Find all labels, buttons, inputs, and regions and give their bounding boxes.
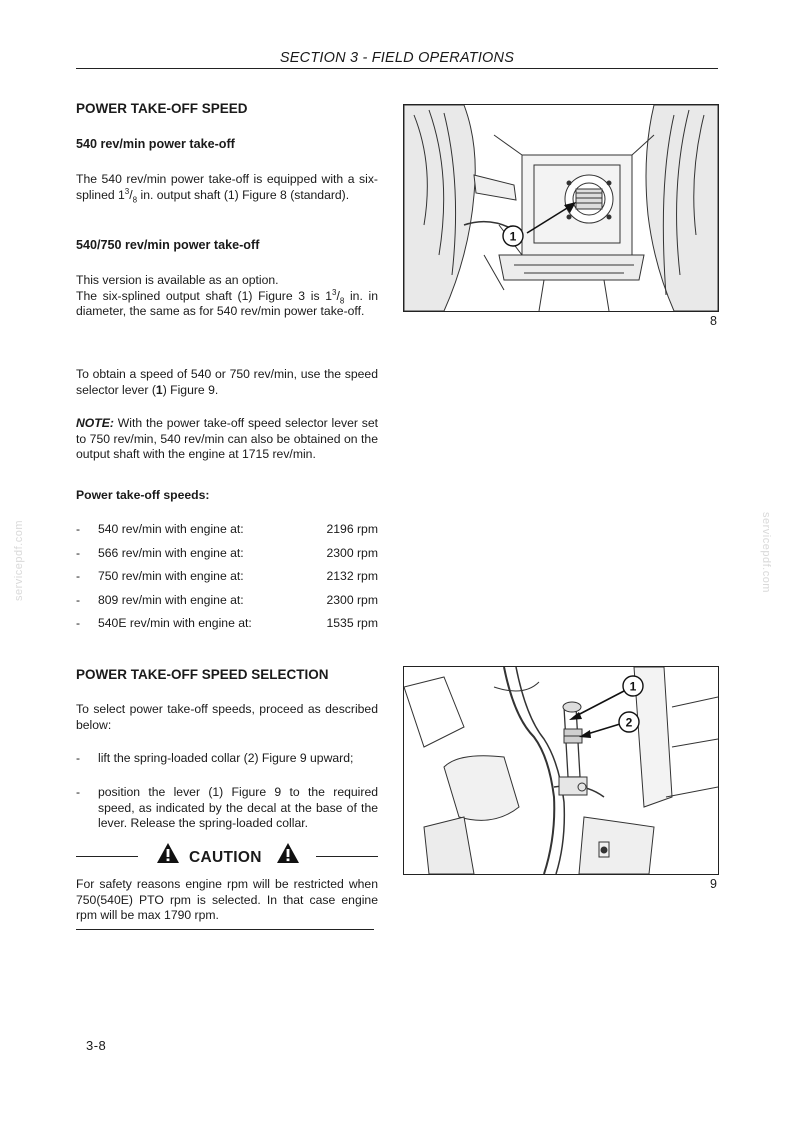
speed-selector-drawing [404, 667, 718, 874]
note-paragraph: NOTE: With the power take-off speed selector lever set to 750 rev/min, 540 rev/min can also be obtained on the output shaft with the engine at 1715 rev/min. [76, 416, 378, 461]
selection-step-2: - position the lever (1) Figure 9 to the required speed, as indicated by the decal at the base of the lever. Release the spring-loaded collar. [76, 785, 378, 830]
figure-8-number: 8 [710, 314, 717, 328]
watermark-left: servicepdf.com [13, 520, 25, 601]
caution-banner [76, 842, 378, 872]
section-header: SECTION 3 - FIELD OPERATIONS [279, 50, 515, 66]
warning-icon [276, 842, 300, 864]
obtain-speed-paragraph: To obtain a speed of 540 or 750 rev/min, use the speed selector lever (1) Figure 9. [76, 367, 378, 397]
caution-title: CAUTION [189, 849, 262, 866]
figure-9-number: 9 [710, 877, 717, 891]
figure-9-callout-2: 2 [625, 715, 633, 730]
figure-9-speed-selector-illustration [403, 666, 719, 875]
speeds-list [76, 522, 378, 640]
figure-9-callout-1: 1 [629, 679, 637, 694]
note-label: NOTE: [76, 416, 114, 430]
speed-row: - 566 rev/min with engine at: 2300 rpm [76, 545, 378, 560]
page-number: 3-8 [86, 1038, 107, 1053]
pto-540-paragraph: The 540 rev/min power take-off is equipped with a six-splined $1^3/_8$ in. output shaft (1) Figure 8 (standard). [76, 172, 378, 204]
speeds-heading: Power take-off speeds: [76, 488, 210, 502]
speed-row: - 540E rev/min with engine at: 1535 rpm [76, 616, 378, 630]
pto-540-heading: 540 rev/min power take-off [76, 137, 235, 151]
figure-8-callout-1: 1 [509, 229, 517, 244]
warning-icon [156, 842, 180, 864]
caution-bottom-rule [76, 929, 374, 930]
caution-text: For safety reasons engine rpm will be restricted when 750(540E) PTO rpm is selected. In that case engine rpm will be max 1790 rpm. [76, 877, 378, 922]
pto-540-750-heading: 540/750 rev/min power take-off [76, 238, 260, 252]
pto-shaft-drawing [404, 105, 718, 311]
selection-heading: POWER TAKE-OFF SPEED SELECTION [76, 667, 329, 682]
figure-8-pto-shaft-illustration [403, 104, 719, 312]
speed-row: - 540 rev/min with engine at: 2196 rpm [76, 522, 378, 536]
selection-intro: To select power take-off speeds, proceed as described below: [76, 702, 378, 732]
pto-540-750-paragraph: This version is available as an option. The six-splined output shaft (1) Figure 3 is $1^3/_8$ in. in diameter, the same as for 540 rev/min power take-off. [76, 273, 378, 318]
header-rule [76, 68, 718, 69]
watermark-right: servicepdf.com [760, 512, 772, 593]
pto-speed-heading: POWER TAKE-OFF SPEED [76, 101, 248, 116]
speed-row: - 809 rev/min with engine at: 2300 rpm [76, 592, 378, 607]
speed-row: - 750 rev/min with engine at: 2132 rpm [76, 569, 378, 583]
selection-step-1: - lift the spring-loaded collar (2) Figure 9 upward; [76, 751, 354, 765]
